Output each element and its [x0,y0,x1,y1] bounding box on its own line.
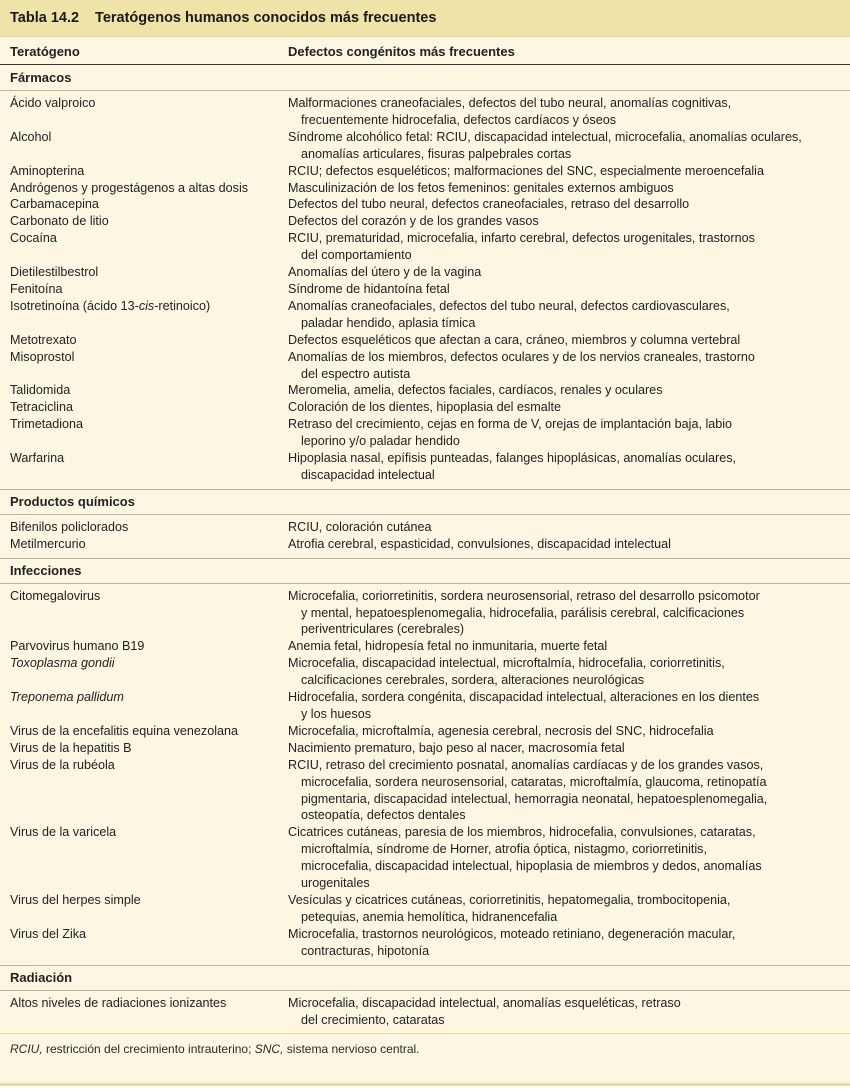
defects-line: Hipoplasia nasal, epífisis punteadas, falanges hipoplásicas, anomalías oculares, [288,451,737,466]
table-row [0,892,850,926]
table-row [0,281,850,298]
defects-line: contracturas, hipotonía [301,943,430,958]
defects-cell [288,95,850,129]
defects-line: Malformaciones craneofaciales, defectos del tubo neural, anomalías cognitivas, [288,96,732,110]
defects-cell [288,519,850,536]
table-row [0,196,850,213]
defects-line: RCIU, coloración cutánea [288,519,432,534]
teratogen-cell: Alcohol [10,129,52,144]
defects-line: paladar hendido, aplasia tímica [301,315,476,330]
table-row [0,416,850,450]
teratogen-name-part: cis [138,298,155,313]
teratogen-cell: Toxoplasma gondii [10,656,115,671]
teratogen-cell: Talidomida [10,383,71,398]
defects-line: Anomalías de los miembros, defectos oculares y de los nervios craneales, trastorno [288,349,755,364]
category-rows [0,991,850,1034]
defects-line: anomalías articulares, fisuras palpebrales cortas [301,146,572,161]
defects-line: Anemia fetal, hidropesía fetal no inmunitaria, muerte fetal [288,639,608,654]
teratogen-cell: Virus del herpes simple [10,892,141,907]
defects-cell [288,332,850,349]
defects-cell [288,349,850,383]
defects-line: calcificaciones cerebrales, sordera, alteraciones neurológicas [301,673,645,688]
teratogen-cell: Fenitoína [10,281,63,296]
table-row [0,382,850,399]
defects-line: urogenitales [301,876,370,891]
column-headers [0,37,850,65]
footnote-abbr-snc: SNC, [254,1042,284,1057]
table-row [0,298,850,332]
table-row [0,399,850,416]
defects-cell [288,588,850,639]
defects-cell [288,281,850,298]
teratogen-cell: Dietilestilbestrol [10,265,99,280]
teratogen-cell: Misoprostol [10,349,75,364]
footnote-abbr-rciu: RCIU, [10,1042,43,1057]
defects-line: Defectos esqueléticos que afectan a cara, cráneo, miembros y columna vertebral [288,332,741,347]
defects-line: Defectos del tubo neural, defectos craneofaciales, retraso del desarrollo [288,197,690,212]
defects-line: RCIU, retraso del crecimiento posnatal, anomalías cardíacas y de los grandes vasos, [288,757,764,772]
defects-line: Síndrome alcohólico fetal: RCIU, discapacidad intelectual, microcefalia, anomalías oculares, [288,129,802,144]
defects-line: del espectro autista [301,366,411,381]
defects-line: del comportamiento [301,248,412,263]
teratogen-cell: Virus de la hepatitis B [10,740,132,755]
defects-cell [288,689,850,723]
defects-cell [288,230,850,264]
defects-cell [288,129,850,163]
defects-line: Síndrome de hidantoína fetal [288,281,450,296]
table-row [0,180,850,197]
teratogen-cell: Metilmercurio [10,536,86,551]
table-row [0,723,850,740]
defects-cell [288,450,850,484]
defects-cell [288,926,850,960]
defects-cell [288,399,850,416]
defects-cell [288,416,850,450]
category-header: Infecciones [0,558,850,584]
table-footnote [0,1033,850,1071]
table-row [0,588,850,639]
defects-line: Atrofia cerebral, espasticidad, convulsiones, discapacidad intelectual [288,536,671,551]
defects-line: Microcefalia, discapacidad intelectual, anomalías esqueléticas, retraso [288,995,681,1010]
teratogen-cell [0,298,288,332]
table-row [0,995,850,1029]
defects-line: microcefalia, sordera neurosensorial, cataratas, microftalmía, glaucoma, retinopatía [301,774,767,789]
header-defects: Defectos congénitos más frecuentes [288,44,515,59]
table-row [0,519,850,536]
defects-cell [288,740,850,757]
teratogen-name-part: Isotretinoína (ácido 13- [10,298,139,313]
defects-line: RCIU, prematuridad, microcefalia, infarto cerebral, defectos urogenitales, trastornos [288,231,755,246]
defects-line: Meromelia, amelia, defectos faciales, cardíacos, renales y oculares [288,383,663,398]
category-header: Productos químicos [0,489,850,515]
defects-cell [288,163,850,180]
table-row [0,926,850,960]
table-row [0,264,850,281]
footnote-def-rciu: restricción del crecimiento intrauterino; [42,1042,255,1057]
teratogen-cell: Treponema pallidum [10,690,124,705]
teratogen-cell: Andrógenos y progestágenos a altas dosis [10,180,249,195]
defects-line: Microcefalia, trastornos neurológicos, moteado retiniano, degeneración macular, [288,926,736,941]
defects-line: leporino y/o paladar hendido [301,434,460,449]
teratogen-cell: Metotrexato [10,332,77,347]
teratogen-cell: Trimetadiona [10,417,84,432]
defects-line: Coloración de los dientes, hipoplasia del esmalte [288,400,562,415]
defects-line: pigmentaria, discapacidad intelectual, hemorragia neonatal, hepatoesplenomegalia, [301,791,768,806]
defects-line: Anomalías craneofaciales, defectos del tubo neural, defectos cardiovasculares, [288,298,730,313]
defects-line: y los huesos [301,707,372,721]
defects-cell [288,213,850,230]
defects-cell [288,824,850,892]
table-row [0,824,850,892]
defects-line: Nacimiento prematuro, bajo peso al nacer, macrosomía fetal [288,740,625,755]
teratogen-cell: Ácido valproico [10,96,96,110]
teratogen-cell: Cocaína [10,231,57,246]
defects-line: Anomalías del útero y de la vagina [288,265,482,280]
teratogen-cell: Tetraciclina [10,400,73,415]
defects-line: periventriculares (cerebrales) [301,622,465,637]
defects-cell [288,196,850,213]
category-header: Radiación [0,965,850,991]
teratogen-cell: Virus de la rubéola [10,757,115,772]
defects-cell [288,892,850,926]
defects-line: petequias, anemia hemolítica, hidranencefalia [301,909,558,924]
teratogen-cell: Parvovirus humano B19 [10,639,145,654]
teratogen-cell: Carbamacepina [10,197,99,212]
teratogen-name-part: -retinoico) [154,298,211,313]
defects-cell [288,298,850,332]
category-rows [0,515,850,558]
table-body [0,65,850,1033]
defects-cell [288,382,850,399]
category-rows [0,91,850,489]
table-row [0,213,850,230]
footnote-def-snc: sistema nervioso central. [283,1042,420,1057]
table-row [0,163,850,180]
table-row [0,689,850,723]
defects-cell [288,180,850,197]
table-row [0,349,850,383]
table-row [0,757,850,825]
defects-cell [288,723,850,740]
defects-line: discapacidad intelectual [301,467,435,482]
defects-line: frecuentemente hidrocefalia, defectos cardíacos y óseos [301,112,617,127]
defects-line: Vesículas y cicatrices cutáneas, coriorretinitis, hepatomegalia, trombocitopenia, [288,892,731,907]
defects-line: microftalmía, síndrome de Horner, atrofia óptica, nistagmo, coriorretinitis, [301,842,707,857]
table-title-bar [0,0,850,37]
defects-line: Masculinización de los fetos femeninos: genitales externos ambiguos [288,180,674,195]
defects-line: del crecimiento, cataratas [301,1012,445,1027]
table-row [0,230,850,264]
defects-line: Cicatrices cutáneas, paresia de los miembros, hidrocefalia, convulsiones, cataratas, [288,825,756,840]
teratogen-cell: Virus de la encefalitis equina venezolana [10,723,239,738]
defects-cell [288,995,850,1029]
teratogen-cell: Altos niveles de radiaciones ionizantes [10,995,227,1010]
teratogen-cell: Virus del Zika [10,926,87,941]
teratogen-cell: Warfarina [10,451,65,466]
header-teratogen: Teratógeno [10,44,80,59]
table-title: Teratógenos humanos conocidos más frecuentes [95,10,437,26]
category-rows [0,584,850,965]
table-row [0,332,850,349]
defects-line: Defectos del corazón y de los grandes vasos [288,214,539,229]
table-row [0,450,850,484]
table-row [0,638,850,655]
defects-line: Microcefalia, microftalmía, agenesia cerebral, necrosis del SNC, hidrocefalia [288,723,714,738]
defects-line: microcefalia, discapacidad intelectual, hipoplasia de miembros y dedos, anomalías [301,859,762,874]
table-row [0,655,850,689]
category-header: Fármacos [0,65,850,91]
table-number: Tabla 14.2 [10,10,80,26]
teratogen-cell: Bifenilos policlorados [10,519,129,534]
defects-line: Retraso del crecimiento, cejas en forma de V, orejas de implantación baja, labio [288,417,733,432]
defects-line: Microcefalia, coriorretinitis, sordera neurosensorial, retraso del desarrollo psicomotor [288,588,760,603]
table-row [0,740,850,757]
defects-line: RCIU; defectos esqueléticos; malformaciones del SNC, especialmente meroencefalia [288,163,764,178]
table-row [0,95,850,129]
defects-cell [288,536,850,553]
teratogen-cell: Virus de la varicela [10,825,117,840]
defects-cell [288,655,850,689]
defects-line: y mental, hepatoesplenomegalia, hidrocefalia, parálisis cerebral, calcificaciones [301,605,745,620]
defects-line: osteopatía, defectos dentales [301,808,466,823]
teratogen-cell: Citomegalovirus [10,588,101,603]
defects-cell [288,638,850,655]
defects-cell [288,757,850,825]
teratogen-cell: Aminopterina [10,163,85,178]
teratogen-cell: Carbonato de litio [10,214,109,229]
defects-cell [288,264,850,281]
table-row [0,129,850,163]
table-row [0,536,850,553]
defects-line: Microcefalia, discapacidad intelectual, microftalmía, hidrocefalia, coriorretinitis, [288,656,725,671]
defects-line: Hidrocefalia, sordera congénita, discapacidad intelectual, alteraciones en los dientes [288,690,760,705]
